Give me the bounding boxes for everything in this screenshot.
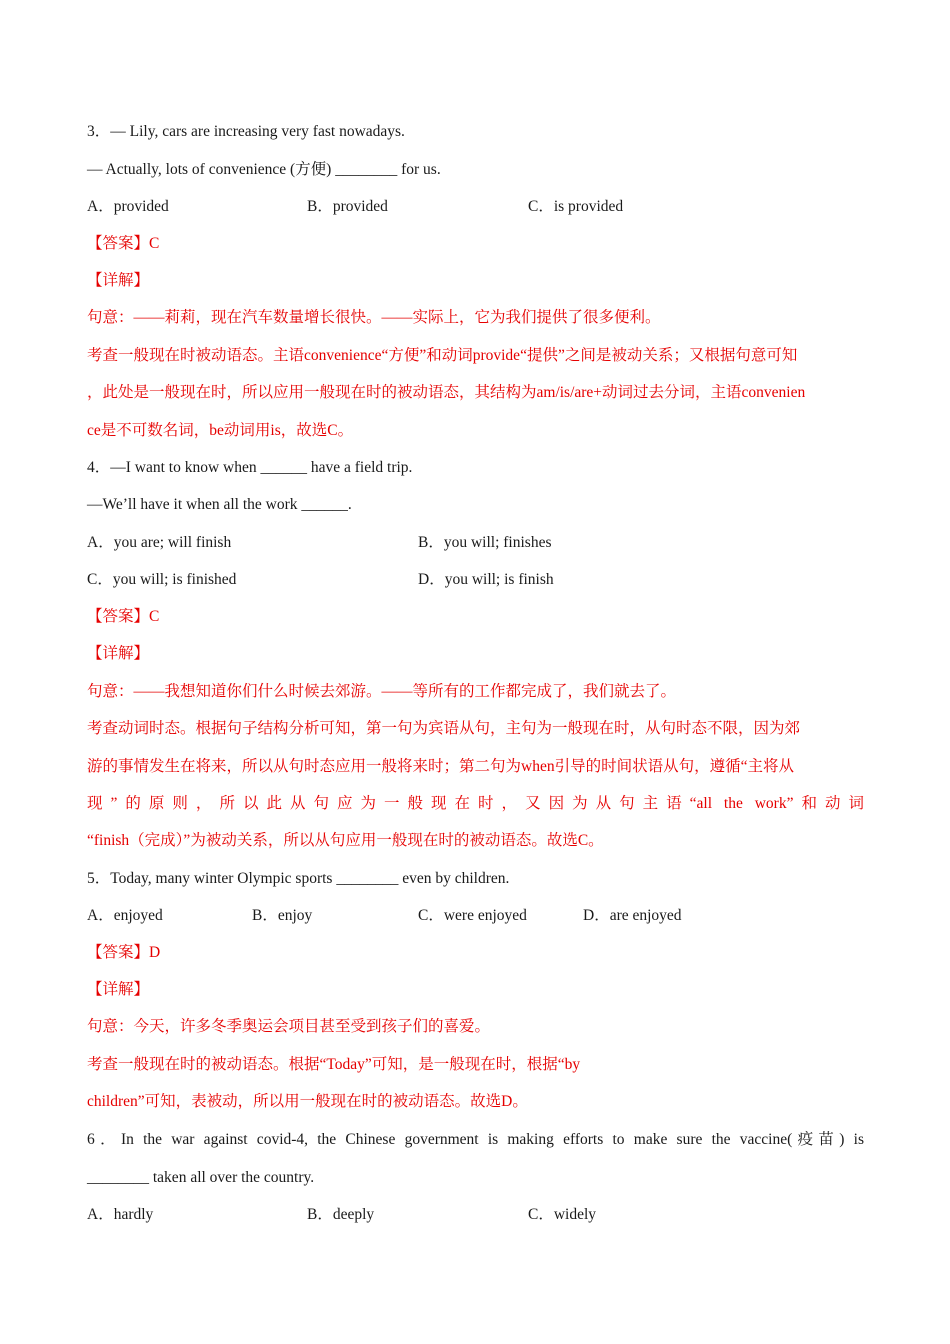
q5-explanation-line: children”可知，表被动，所以用一般现在时的被动语态。故选D。 [87,1093,528,1110]
q5-option-c: C．were enjoyed [418,907,527,924]
q4-explanation-line: 现”的原则，所以此从句应为一般现在时，又因为从句主语“all the work”和动词 [87,795,864,812]
q3-detail-label: 【详解】 [87,272,150,289]
q5-options [0,906,950,926]
q4-options-row2 [0,570,950,590]
q4-option-b: B．you will; finishes [418,534,552,551]
q5-option-b: B．enjoy [252,907,313,924]
q5-option-d: D．are enjoyed [583,907,682,924]
q5-detail-label: 【详解】 [87,981,150,998]
q6-options [0,1205,950,1225]
q3-explanation-line: 考查一般现在时被动语态。主语convenience“方便”和动词provide“提供”之间是被动关系；又根据句意可知 [87,347,798,364]
q3-stem: 3．— Lily, cars are increasing very fast nowadays. [87,123,405,140]
q4-explanation-line: 考查动词时态。根据句子结构分析可知，第一句为宾语从句，主句为一般现在时，从句时态不限，因为郊 [87,720,801,737]
q4-reply: —We’ll have it when all the work ______. [87,496,352,513]
q6-stem: 6．In the war against covid-4, the Chinese government is making efforts to make sure the vaccine(疫苗) is [87,1131,864,1148]
q3-option-a: A．provided [87,198,169,215]
q4-answer: 【答案】C [87,608,160,625]
q3-explanation-line: 句意：——莉莉，现在汽车数量增长很快。——实际上，它为我们提供了很多便利。 [87,309,661,326]
q4-option-a: A．you are; will finish [87,534,232,551]
q6-option-c: C．widely [528,1206,597,1223]
q4-options-row1 [0,533,950,553]
q6-stem-continued: ________ taken all over the country. [87,1169,315,1186]
q3-option-b: B．provided [307,198,388,215]
q5-explanation-line: 句意：今天，许多冬季奥运会项目甚至受到孩子们的喜爱。 [87,1018,491,1035]
q4-option-c: C．you will; is finished [87,571,237,588]
q3-explanation-line: ，此处是一般现在时，所以应用一般现在时的被动语态，其结构为am/is/are+动词过去分词，主语convenien [87,384,806,401]
q6-option-b: B．deeply [307,1206,375,1223]
q3-explanation-line: ce是不可数名词，be动词用is，故选C。 [87,422,354,439]
q4-explanation-line: 游的事情发生在将来，所以从句时态应用一般将来时；第二句为when引导的时间状语从句，遵循“主将从 [87,758,794,775]
q5-option-a: A．enjoyed [87,907,163,924]
q5-answer: 【答案】D [87,944,161,961]
q6-option-a: A．hardly [87,1206,154,1223]
q3-options [0,197,950,217]
q5-stem: 5．Today, many winter Olympic sports ________ even by children. [87,870,510,887]
q3-answer: 【答案】C [87,235,160,252]
q4-option-d: D．you will; is finish [418,571,554,588]
q4-explanation-line: “finish（完成）”为被动关系，所以从句应用一般现在时的被动语态。故选C。 [87,832,604,849]
q3-option-c: C．is provided [528,198,624,215]
q4-detail-label: 【详解】 [87,645,150,662]
q4-stem: 4．—I want to know when ______ have a field trip. [87,459,413,476]
q4-explanation-line: 句意：——我想知道你们什么时候去郊游。——等所有的工作都完成了，我们就去了。 [87,683,677,700]
q5-explanation-line: 考查一般现在时的被动语态。根据“Today”可知，是一般现在时，根据“by [87,1056,581,1073]
q3-reply: — Actually, lots of convenience (方便) ________ for us. [87,161,441,178]
